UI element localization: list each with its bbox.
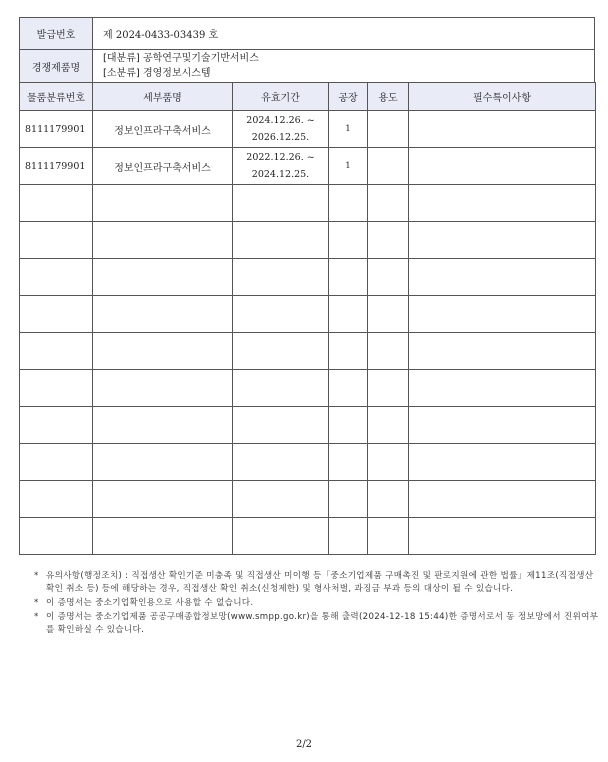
empty-cell <box>233 185 329 222</box>
certificate-info-table <box>19 17 595 83</box>
table-header-row <box>20 83 596 111</box>
empty-cell <box>409 185 596 222</box>
product-major-category: [대분류] 공학연구및기술기반서비스 <box>103 53 259 64</box>
issue-number-value: 제 2024-0433-03439 호 <box>93 18 595 50</box>
empty-cell <box>20 333 93 370</box>
empty-cell <box>93 259 233 296</box>
empty-cell <box>93 222 233 259</box>
column-header: 필수특이사항 <box>409 83 596 111</box>
empty-row <box>20 481 596 518</box>
empty-cell <box>329 222 368 259</box>
empty-cell <box>20 481 93 518</box>
note-item: * 이 증명서는 중소기업확인용으로 사용할 수 없습니다. <box>34 598 254 608</box>
issue-number-label: 발급번호 <box>20 18 93 50</box>
empty-cell <box>368 407 409 444</box>
empty-cell <box>329 518 368 555</box>
empty-cell <box>233 222 329 259</box>
empty-cell <box>368 333 409 370</box>
empty-cell <box>20 370 93 407</box>
column-header: 세부품명 <box>93 83 233 111</box>
empty-cell <box>93 407 233 444</box>
empty-cell <box>368 370 409 407</box>
empty-cell <box>409 259 596 296</box>
empty-cell <box>409 407 596 444</box>
empty-cell <box>409 444 596 481</box>
product-minor-category: [소분류] 경영정보시스템 <box>103 68 211 79</box>
empty-cell <box>233 296 329 333</box>
empty-cell <box>368 185 409 222</box>
empty-row <box>20 259 596 296</box>
empty-cell <box>20 518 93 555</box>
item-name: 정보인프라구축서비스 <box>93 111 233 148</box>
empty-cell <box>329 444 368 481</box>
empty-cell <box>409 518 596 555</box>
special-notes <box>409 148 596 185</box>
usage <box>368 148 409 185</box>
empty-cell <box>20 259 93 296</box>
empty-cell <box>93 296 233 333</box>
table-row <box>20 148 596 185</box>
empty-cell <box>368 259 409 296</box>
note-marker: * <box>34 598 39 608</box>
special-notes <box>409 111 596 148</box>
empty-cell <box>233 407 329 444</box>
empty-cell <box>233 259 329 296</box>
product-name-row <box>20 50 595 83</box>
table-row <box>20 111 596 148</box>
empty-cell <box>409 296 596 333</box>
period-end: 2024.12.25. <box>251 169 310 180</box>
empty-cell <box>368 518 409 555</box>
factory-count: 1 <box>329 148 368 185</box>
validity-period <box>233 111 329 148</box>
empty-cell <box>233 333 329 370</box>
empty-cell <box>368 296 409 333</box>
empty-cell <box>409 333 596 370</box>
empty-row <box>20 222 596 259</box>
column-header: 공장 <box>329 83 368 111</box>
period-start: 2024.12.26. ~ <box>246 115 315 126</box>
note-marker: * <box>34 571 39 581</box>
empty-row <box>20 518 596 555</box>
validity-period <box>233 148 329 185</box>
page-number: 2/2 <box>295 739 313 750</box>
empty-cell <box>93 518 233 555</box>
empty-cell <box>93 444 233 481</box>
empty-cell <box>368 222 409 259</box>
empty-cell <box>233 444 329 481</box>
empty-cell <box>233 370 329 407</box>
empty-cell <box>93 333 233 370</box>
empty-cell <box>329 370 368 407</box>
empty-row <box>20 333 596 370</box>
issue-number-row <box>20 18 595 50</box>
column-header: 용도 <box>368 83 409 111</box>
empty-cell <box>20 185 93 222</box>
empty-cell <box>368 444 409 481</box>
empty-cell <box>20 407 93 444</box>
empty-cell <box>409 370 596 407</box>
empty-cell <box>329 481 368 518</box>
empty-row <box>20 185 596 222</box>
factory-count: 1 <box>329 111 368 148</box>
empty-cell <box>20 296 93 333</box>
empty-cell <box>93 370 233 407</box>
note-item: * 이 증명서는 중소기업제품 공공구매종합정보망(www.smpp.go.kr)을 통해 출력(2024-12-18 15:44)한 증명서로서 동 정보망에서 진위여부를 확인하실 수 있습니다. <box>34 612 599 635</box>
empty-cell <box>20 444 93 481</box>
product-table <box>19 82 596 555</box>
empty-cell <box>409 222 596 259</box>
empty-cell <box>20 222 93 259</box>
item-code: 8111179901 <box>20 111 93 148</box>
empty-cell <box>233 481 329 518</box>
item-name: 정보인프라구축서비스 <box>93 148 233 185</box>
empty-cell <box>93 185 233 222</box>
period-start: 2022.12.26. ~ <box>246 152 315 163</box>
column-header: 유효기간 <box>233 83 329 111</box>
empty-cell <box>329 296 368 333</box>
empty-cell <box>233 518 329 555</box>
empty-row <box>20 370 596 407</box>
empty-row <box>20 296 596 333</box>
empty-cell <box>329 259 368 296</box>
empty-row <box>20 407 596 444</box>
empty-cell <box>93 481 233 518</box>
empty-cell <box>409 481 596 518</box>
product-name-value <box>93 50 595 83</box>
empty-cell <box>329 185 368 222</box>
usage <box>368 111 409 148</box>
empty-cell <box>368 481 409 518</box>
empty-cell <box>329 407 368 444</box>
empty-cell <box>329 333 368 370</box>
notes-section <box>34 570 600 638</box>
empty-row <box>20 444 596 481</box>
item-code: 8111179901 <box>20 148 93 185</box>
note-marker: * <box>34 612 39 622</box>
note-item: * 유의사항(행정조치) : 직접생산 확인기준 미충족 및 직접생산 미이행 등「중소기업제품 구매촉진 및 판로지원에 관한 법률」제11조(직접생산 확인 취소 등) 등에 해당하는 경우, 직접생산 확인 취소(신청제한) 및 형사처벌, 과징금 부과 등의 대상이 될 수 있습니다. <box>34 571 594 594</box>
product-name-label: 경쟁제품명 <box>20 50 93 83</box>
period-end: 2026.12.25. <box>251 132 310 143</box>
column-header: 물품분류번호 <box>20 83 93 111</box>
